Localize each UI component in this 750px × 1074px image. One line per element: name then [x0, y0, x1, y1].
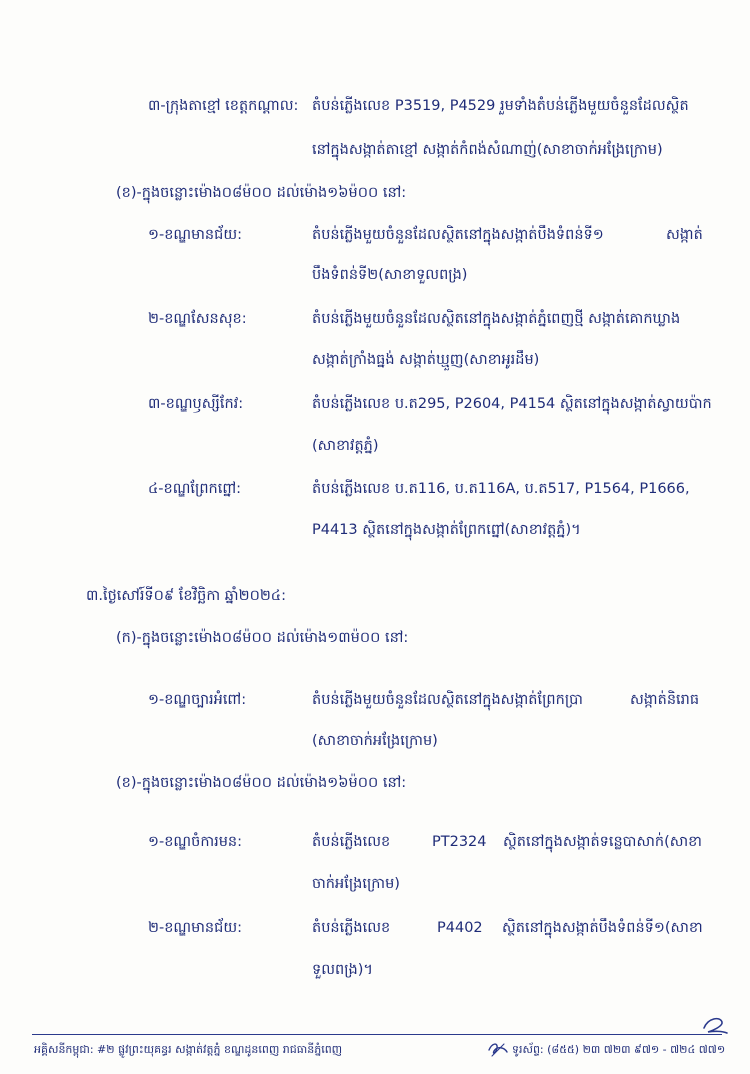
district-label: ៣-ខណ្ឌឫស្សីកែវ:: [148, 396, 244, 412]
zone-description-cont: បឹងទំពន់ទី២(សាខាទួលពង្រ): [312, 267, 468, 283]
footer-phone: ទូរស័ព្ទ: (៨៥៥) ២៣ ៧២៣ ៩៧១ - ៧២៤ ៧៧១: [512, 1043, 726, 1056]
zone-description: តំបន់ភ្លើងមួយចំនួនដែលស្ថិតនៅក្នុងសង្កាត់បឹងទំពន់ទី១: [312, 227, 604, 243]
zone-description: តំបន់ភ្លើងមួយចំនួនដែលស្ថិតនៅក្នុងសង្កាត់ភ្នំពេញថ្មី សង្កាត់គោកឃ្លាង: [312, 311, 681, 327]
time-range-heading: (ខ)-ក្នុងចន្លោះម៉ោង០៨ម៉០០ ដល់ម៉ោង១៦ម៉០០ នៅ:: [116, 185, 407, 201]
district-label: ១-ខណ្ឌមានជ័យ:: [148, 227, 243, 243]
zone-code: PT2324: [432, 834, 487, 850]
district-label: ២-ខណ្ឌមានជ័យ:: [148, 920, 243, 936]
small-signature-icon: [486, 1038, 510, 1060]
district-label: ៣-ក្រុងតាខ្មៅ ខេត្តកណ្ដាល:: [148, 98, 299, 114]
zone-description-tail: សង្កាត់: [666, 227, 703, 243]
zone-description: តំបន់ភ្លើងលេខ P3519, P4529 រួមទាំងតំបន់ភ្លើងមួយចំនួនដែលស្ថិត: [312, 98, 689, 114]
zone-description: តំបន់ភ្លើងមួយចំនួនដែលស្ថិតនៅក្នុងសង្កាត់ព្រែកប្រា: [312, 692, 583, 708]
zone-description-cont: P4413 ស្ថិតនៅក្នុងសង្កាត់ព្រែកព្នៅ(សាខាវត្តភ្នំ)។: [312, 522, 581, 538]
zone-description-tail: ស្ថិតនៅក្នុងសង្កាត់បឹងទំពន់ទី១(សាខា: [502, 920, 703, 936]
zone-description-cont: នៅក្នុងសង្កាត់តាខ្មៅ សង្កាត់កំពង់សំណាញ់(សាខាចាក់អង្រែក្រោម): [312, 142, 663, 158]
footer-divider: [32, 1034, 722, 1035]
district-label: ២-ខណ្ឌសែនសុខ:: [148, 311, 247, 327]
zone-description-cont: (សាខាវត្តភ្នំ): [312, 438, 379, 454]
zone-description-tail: ស្ថិតនៅក្នុងសង្កាត់ទន្លេបាសាក់(សាខា: [503, 834, 702, 850]
zone-description-cont: សង្កាត់ក្រាំងធ្នង់ សង្កាត់ឃ្មួញ(សាខាអូរដឹម): [312, 352, 540, 368]
zone-description-cont: ទួលពង្រ)។: [312, 962, 373, 978]
zone-description: តំបន់ភ្លើងលេខ: [312, 834, 391, 850]
zone-description-tail: សង្កាត់និរោធ: [630, 692, 700, 708]
zone-description: តំបន់ភ្លើងលេខ: [312, 920, 391, 936]
time-range-heading: (ខ)-ក្នុងចន្លោះម៉ោង០៨ម៉០០ ដល់ម៉ោង១៦ម៉០០ នៅ:: [116, 775, 407, 791]
footer-address: អគ្គិសនីកម្ពុជា: #២ ផ្លូវព្រះយុគន្ធរ សង្កាត់វត្តភ្នំ ខណ្ឌដូនពេញ រាជធានីភ្នំពេញ: [34, 1043, 343, 1056]
zone-description-cont: (សាខាចាក់អង្រែក្រោម): [312, 733, 438, 749]
district-label: ១-ខណ្ឌចំការមន:: [148, 834, 243, 850]
district-label: ១-ខណ្ឌច្បារអំពៅ:: [148, 692, 247, 708]
zone-code: P4402: [437, 920, 483, 936]
district-label: ៤-ខណ្ឌព្រែកព្នៅ:: [148, 481, 242, 497]
zone-description: តំបន់ភ្លើងលេខ ប.ត295, P2604, P4154 ស្ថិតនៅក្នុងសង្កាត់ស្វាយប៉ាក: [312, 396, 712, 412]
zone-description-cont: ចាក់អង្រែក្រោម): [312, 876, 400, 892]
time-range-heading: (ក)-ក្នុងចន្លោះម៉ោង០៨ម៉០០ ដល់ម៉ោង១៣ម៉០០ នៅ:: [116, 630, 409, 646]
date-heading: ៣.ថ្ងៃសៅរ៍ទី០៩ ខែវិច្ឆិកា ឆ្នាំ២០២៤:: [86, 588, 286, 604]
zone-description: តំបន់ភ្លើងលេខ ប.ត116, ប.ត116A, ប.ត517, P1564, P1666,: [312, 481, 690, 497]
